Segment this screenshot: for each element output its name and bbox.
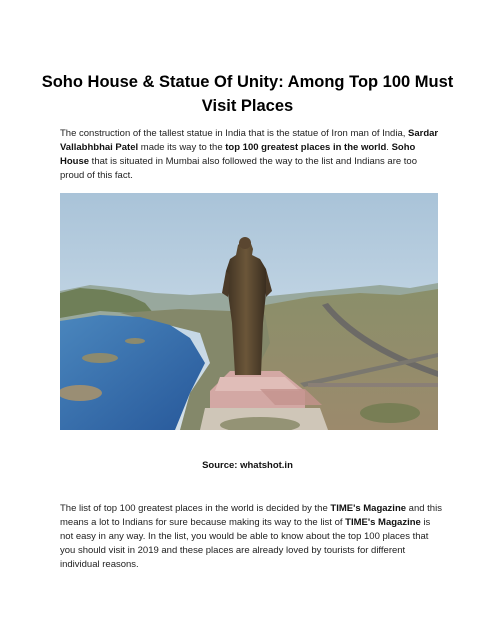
intro-bold-top100: top 100 greatest places in the world [225, 142, 387, 153]
body-bold-time-2: TIME's Magazine [345, 517, 421, 528]
intro-bold-soho: Soho House [60, 142, 416, 167]
intro-text-2: made its way to the [138, 142, 226, 153]
intro-bold-patel: Sardar Vallabhbhai Patel [60, 128, 439, 153]
article-title: Soho House & Statue Of Unity: Among Top 100 Must Visit Places [41, 73, 454, 115]
intro-paragraph [60, 127, 442, 183]
body-paragraph [60, 502, 442, 572]
intro-text-1: The construction of the tallest statue in India that is the statue of Iron man of India, [60, 128, 409, 139]
body-text-1: The list of top 100 greatest places in the world is decided by the [60, 503, 331, 514]
image-caption: Source: whatshot.in [202, 460, 293, 471]
body-text-2: and this means a lot to Indians for sure because making its way to the list of [60, 503, 442, 528]
statue-of-unity-photo [60, 193, 438, 430]
intro-text-4: that is situated in Mumbai also followed the way to the list and Indians are too proud of this fact. [60, 156, 417, 181]
body-text-3: is not easy in any way. In the list, you would be able to know about the top 100 places that you should visit in 2019 and these places are already loved by tourists for different individual reasons. [60, 517, 431, 570]
intro-text-3: . [386, 142, 392, 153]
body-bold-time-1: TIME's Magazine [330, 503, 407, 514]
